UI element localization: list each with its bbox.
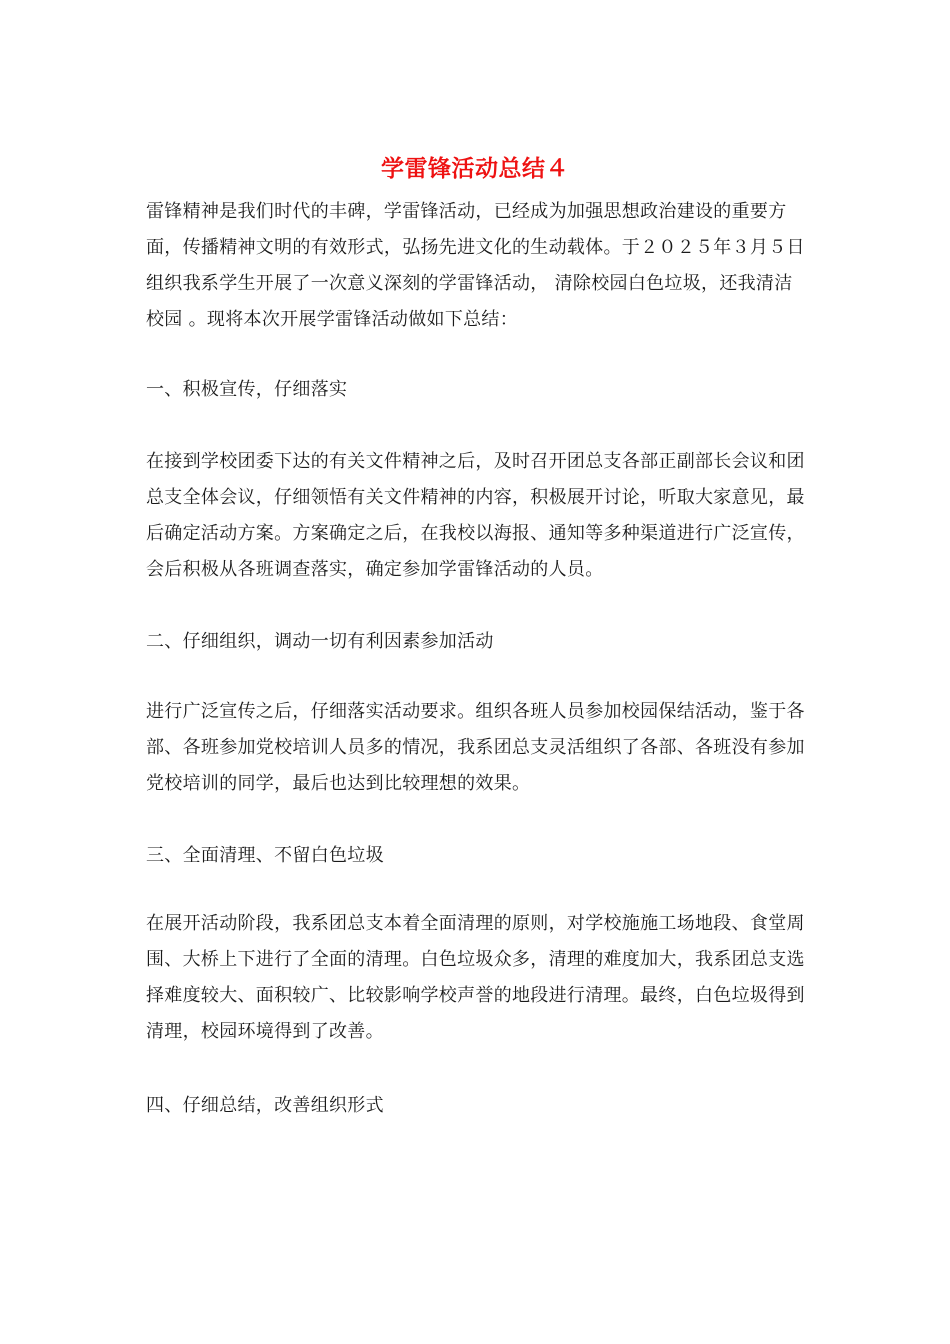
section-3-heading: 三、全面清理、不留白色垃圾 — [146, 845, 384, 866]
intro-paragraph: 雷锋精神是我们时代的丰碑，学雷锋活动，已经成为加强思想政治建设的重要方面，传播精神文明的有效形式，弘扬先进文化的生动载体。于２０２５年３月５日组织我系学生开展了一次意义深刻的学雷锋活动， 清除校园白色垃圾，还我清洁校园 。现将本次开展学雷锋活动做如下总结： — [146, 201, 805, 330]
section-3-paragraph: 在展开活动阶段，我系团总支本着全面清理的原则，对学校施施工场地段、食堂周围、大桥上下进行了全面的清理。白色垃圾众多，清理的难度加大，我系团总支选择难度较大、面积较广、比较影响学校声誉的地段进行清理。最终，白色垃圾得到清理，校园环境得到了改善。 — [146, 913, 805, 1042]
section-2-heading: 二、仔细组织，调动一切有利因素参加活动 — [146, 631, 494, 652]
section-1-paragraph: 在接到学校团委下达的有关文件精神之后，及时召开团总支各部正副部长会议和团总支全体会议，仔细领悟有关文件精神的内容，积极展开讨论，听取大家意见，最后确定活动方案。方案确定之后，在我校以海报、通知等多种渠道进行广泛宣传，会后积极从各班调查落实，确定参加学雷锋活动的人员。 — [146, 451, 805, 580]
section-1-heading: 一、积极宣传，仔细落实 — [146, 379, 348, 400]
section-2-paragraph: 进行广泛宣传之后，仔细落实活动要求。组织各班人员参加校园保结活动，鉴于各部、各班参加党校培训人员多的情况，我系团总支灵活组织了各部、各班没有参加党校培训的同学，最后也达到比较理想的效果。 — [146, 701, 805, 794]
document-title: 学雷锋活动总结４ — [381, 156, 569, 182]
section-4-heading: 四、仔细总结，改善组织形式 — [146, 1095, 384, 1116]
